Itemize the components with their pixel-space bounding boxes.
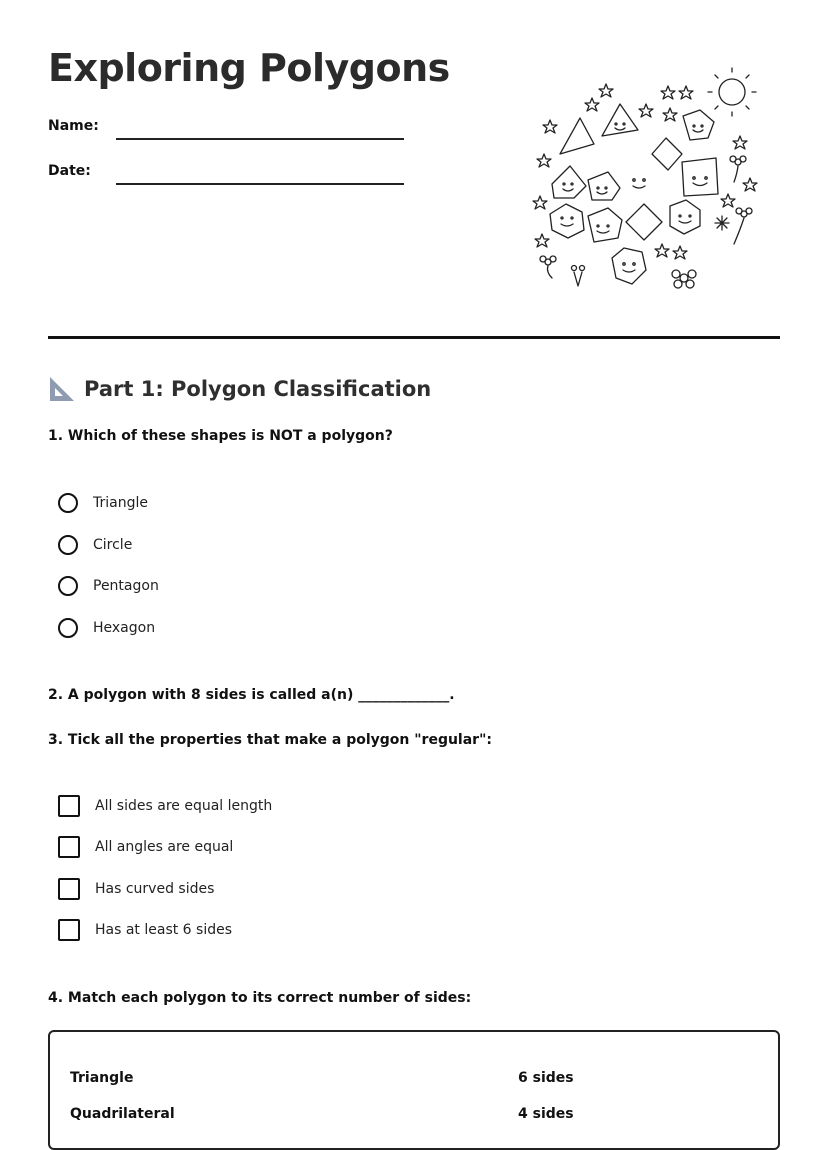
q3-option-label: Has at least 6 sides (95, 922, 233, 938)
sun-icon (708, 68, 756, 116)
pentagon-face-shape-3 (588, 208, 622, 242)
match-row[interactable] (70, 1106, 758, 1126)
q3-option-label: All angles are equal (95, 839, 234, 855)
radio-button[interactable] (58, 618, 78, 638)
q3-option-six-sides[interactable] (58, 918, 232, 942)
part1-title: Part 1: Polygon Classification (84, 377, 432, 401)
q1-option-hexagon[interactable] (58, 616, 155, 640)
hexagon-face-shape-2 (612, 248, 646, 284)
flower-icon-5 (572, 266, 585, 287)
name-label: Name: (48, 118, 99, 134)
radio-button[interactable] (58, 493, 78, 513)
flower-icon-3 (730, 156, 746, 182)
polygon-doodles-illustration (530, 66, 762, 298)
page-title: Exploring Polygons (48, 46, 450, 90)
match-row[interactable] (70, 1070, 758, 1090)
flower-icon-4 (734, 208, 752, 244)
q3-option-label: Has curved sides (95, 881, 215, 897)
match-sides[interactable]: 6 sides (518, 1070, 574, 1086)
hexagon-face-shape (550, 204, 584, 238)
triangle-shape (560, 118, 594, 154)
diamond-shape (652, 138, 682, 170)
radio-button[interactable] (58, 576, 78, 596)
question-2: 2. A polygon with 8 sides is called a(n) _____________. (48, 687, 455, 703)
q3-option-label: All sides are equal length (95, 798, 273, 814)
matching-box (48, 1030, 780, 1150)
match-sides[interactable]: 4 sides (518, 1106, 574, 1122)
heptagon-face-shape (670, 200, 700, 234)
q1-option-label: Circle (93, 537, 133, 553)
flower-icon (672, 270, 696, 288)
q3-option-curved-sides[interactable] (58, 877, 214, 901)
question-3: 3. Tick all the properties that make a polygon "regular": (48, 732, 492, 748)
q1-option-label: Pentagon (93, 578, 159, 594)
set-square-icon (48, 375, 76, 403)
checkbox[interactable] (58, 878, 80, 900)
diamond-shape-2 (626, 204, 662, 240)
date-label: Date: (48, 163, 91, 179)
part1-heading (48, 374, 431, 404)
q1-option-label: Hexagon (93, 620, 156, 636)
q1-option-circle[interactable] (58, 533, 132, 557)
star-icons (533, 84, 757, 259)
sparkle-icon (715, 216, 729, 230)
q3-option-equal-sides[interactable] (58, 794, 272, 818)
match-polygon[interactable]: Triangle (70, 1070, 134, 1086)
date-line[interactable] (116, 183, 404, 185)
tri-face-shape (552, 166, 586, 198)
checkbox[interactable] (58, 836, 80, 858)
q1-option-triangle[interactable] (58, 491, 148, 515)
q1-option-pentagon[interactable] (58, 574, 159, 598)
section-divider (48, 336, 780, 339)
q3-option-equal-angles[interactable] (58, 835, 233, 859)
checkbox[interactable] (58, 795, 80, 817)
question-1: 1. Which of these shapes is NOT a polygon? (48, 428, 393, 444)
pentagon-face-shape (683, 110, 714, 140)
name-line[interactable] (116, 138, 404, 140)
radio-button[interactable] (58, 535, 78, 555)
match-polygon[interactable]: Quadrilateral (70, 1106, 175, 1122)
triangle-face-shape (602, 104, 638, 136)
q1-option-label: Triangle (93, 495, 148, 511)
flower-icon-2 (540, 256, 556, 278)
checkbox[interactable] (58, 919, 80, 941)
pentagon-face-shape-2 (588, 172, 620, 200)
square-face-shape (682, 158, 718, 196)
question-4: 4. Match each polygon to its correct number of sides: (48, 990, 472, 1006)
